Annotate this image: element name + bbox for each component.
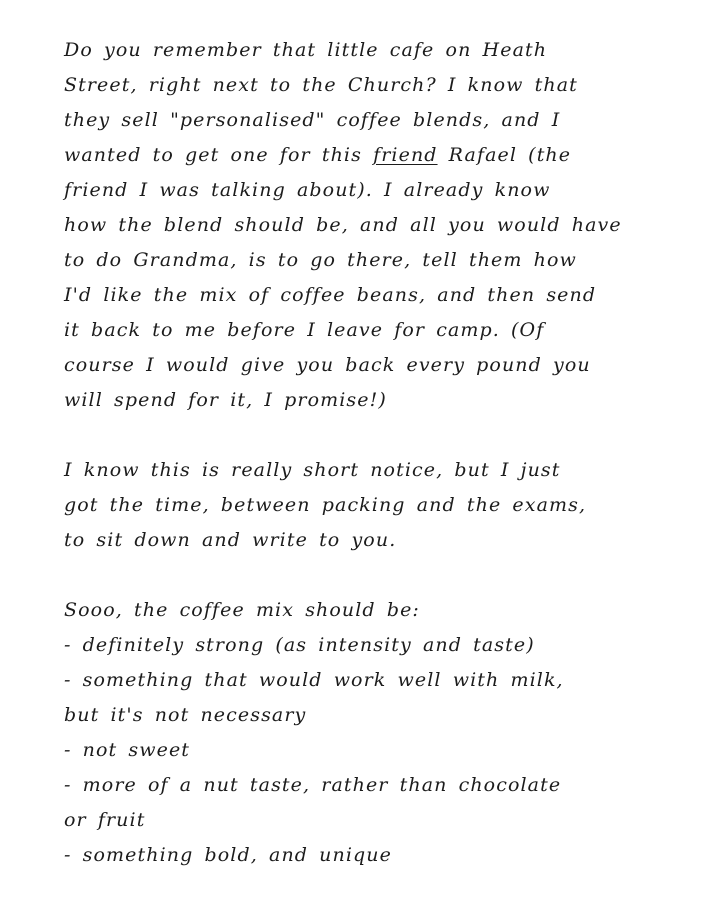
list-item: - something that would work well with milk,: [64, 669, 564, 691]
letter-line: they sell "personalised" coffee blends, and I: [64, 109, 561, 131]
letter-line: will spend for it, I promise!): [64, 389, 387, 411]
letter-line: to sit down and write to you.: [64, 529, 397, 551]
letter-line: Do you remember that little cafe on Heath: [64, 39, 548, 61]
letter-line: [64, 143, 571, 167]
list-item: - not sweet: [64, 739, 191, 761]
letter-line: Sooo, the coffee mix should be:: [64, 599, 420, 621]
letter-line: friend I was talking about). I already know: [64, 179, 551, 201]
letter-text: wanted to get one for this: [64, 144, 374, 166]
list-item-continuation: but it's not necessary: [64, 704, 307, 726]
letter-line: Street, right next to the Church? I know that: [64, 74, 578, 96]
list-item: - more of a nut taste, rather than chocolate: [64, 774, 562, 796]
letter-line: it back to me before I leave for camp. (Of: [64, 319, 545, 341]
letter-line: course I would give you back every pound you: [64, 354, 591, 376]
letter-text: Rafael (the: [437, 144, 572, 166]
list-item-continuation: or fruit: [64, 809, 146, 831]
underlined-word: friend: [373, 144, 438, 166]
letter-line: how the blend should be, and all you would have: [64, 214, 622, 236]
letter-line: I'd like the mix of coffee beans, and then send: [64, 284, 597, 306]
letter-line: to do Grandma, is to go there, tell them how: [64, 249, 577, 271]
list-item: - something bold, and unique: [64, 844, 392, 866]
letter-line: got the time, between packing and the exams,: [64, 494, 587, 516]
letter-line: I know this is really short notice, but I just: [64, 459, 561, 481]
list-item: - definitely strong (as intensity and taste): [64, 634, 535, 656]
